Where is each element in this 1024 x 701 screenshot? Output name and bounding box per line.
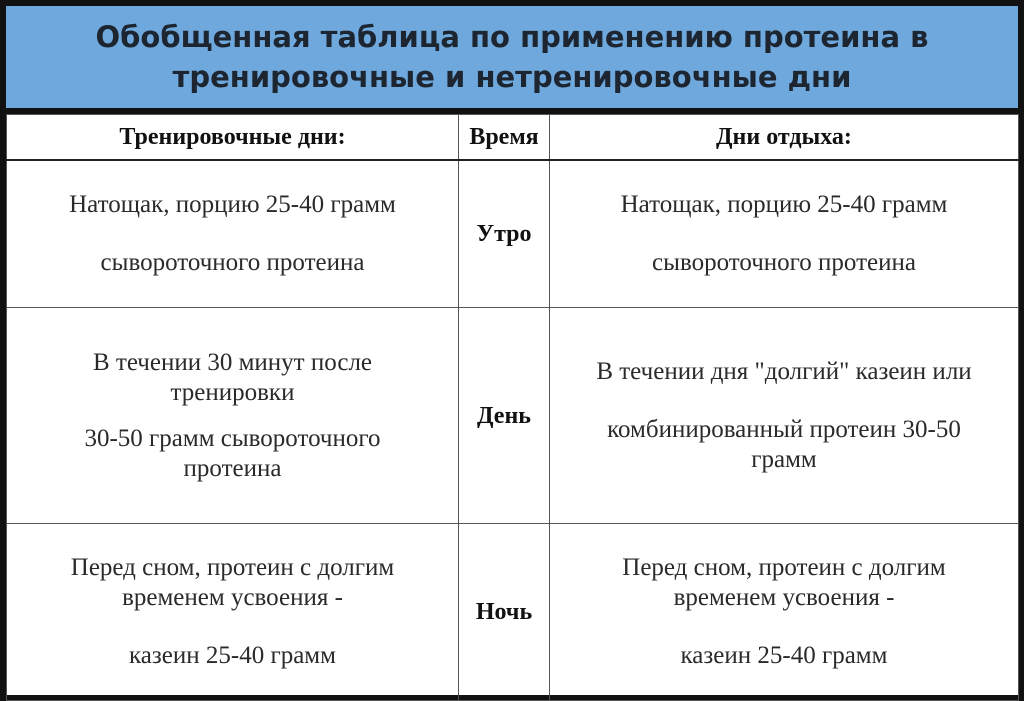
cell-line: сывороточного протеина <box>652 249 916 276</box>
header-training-days: Тренировочные дни: <box>7 115 459 161</box>
cell-line: 30-50 грамм сывороточного <box>84 424 381 452</box>
cell-rest-morning <box>550 160 1019 308</box>
cell-line: В течении 30 минут после <box>92 348 373 376</box>
cell-line: комбинированный протеин 30-50 <box>607 415 961 443</box>
cell-time-morning: Утро <box>459 160 550 308</box>
header-row <box>7 115 1019 161</box>
cell-line: Натощак, порцию 25-40 грамм <box>69 191 396 218</box>
cell-line: грамм <box>751 445 817 473</box>
table-row-day <box>7 308 1019 524</box>
cell-line: временем усвоения - <box>122 584 343 611</box>
cell-line: В течении дня "долгий" казеин или <box>596 357 972 385</box>
table-row-night <box>7 524 1019 701</box>
cell-line: тренировки <box>170 378 295 406</box>
protein-usage-table <box>6 114 1019 701</box>
cell-rest-night <box>550 524 1019 701</box>
cell-training-morning <box>7 160 459 308</box>
cell-line: протеина <box>183 454 282 482</box>
cell-time-day: День <box>459 308 550 524</box>
cell-training-day <box>7 308 459 524</box>
header-time: Время <box>459 115 550 161</box>
cell-line: Натощак, порцию 25-40 грамм <box>620 191 948 218</box>
header-rest-days: Дни отдыха: <box>550 115 1019 161</box>
cell-line: Перед сном, протеин с долгим <box>622 554 946 581</box>
table-title <box>6 6 1018 114</box>
cell-line: Перед сном, протеин с долгим <box>70 554 395 581</box>
table-title-line-1: Обобщенная таблица по применению протеина в <box>95 20 929 54</box>
cell-line: сывороточного протеина <box>100 249 365 276</box>
cell-time-night: Ночь <box>459 524 550 701</box>
table-row-morning <box>7 160 1019 308</box>
cell-line: временем усвоения - <box>673 584 895 611</box>
cell-training-night <box>7 524 459 701</box>
cell-line: казеин 25-40 грамм <box>129 642 336 669</box>
cell-rest-day <box>550 308 1019 524</box>
table-title-line-2: тренировочные и нетренировочные дни <box>172 60 852 94</box>
cell-line: казеин 25-40 грамм <box>680 642 888 669</box>
